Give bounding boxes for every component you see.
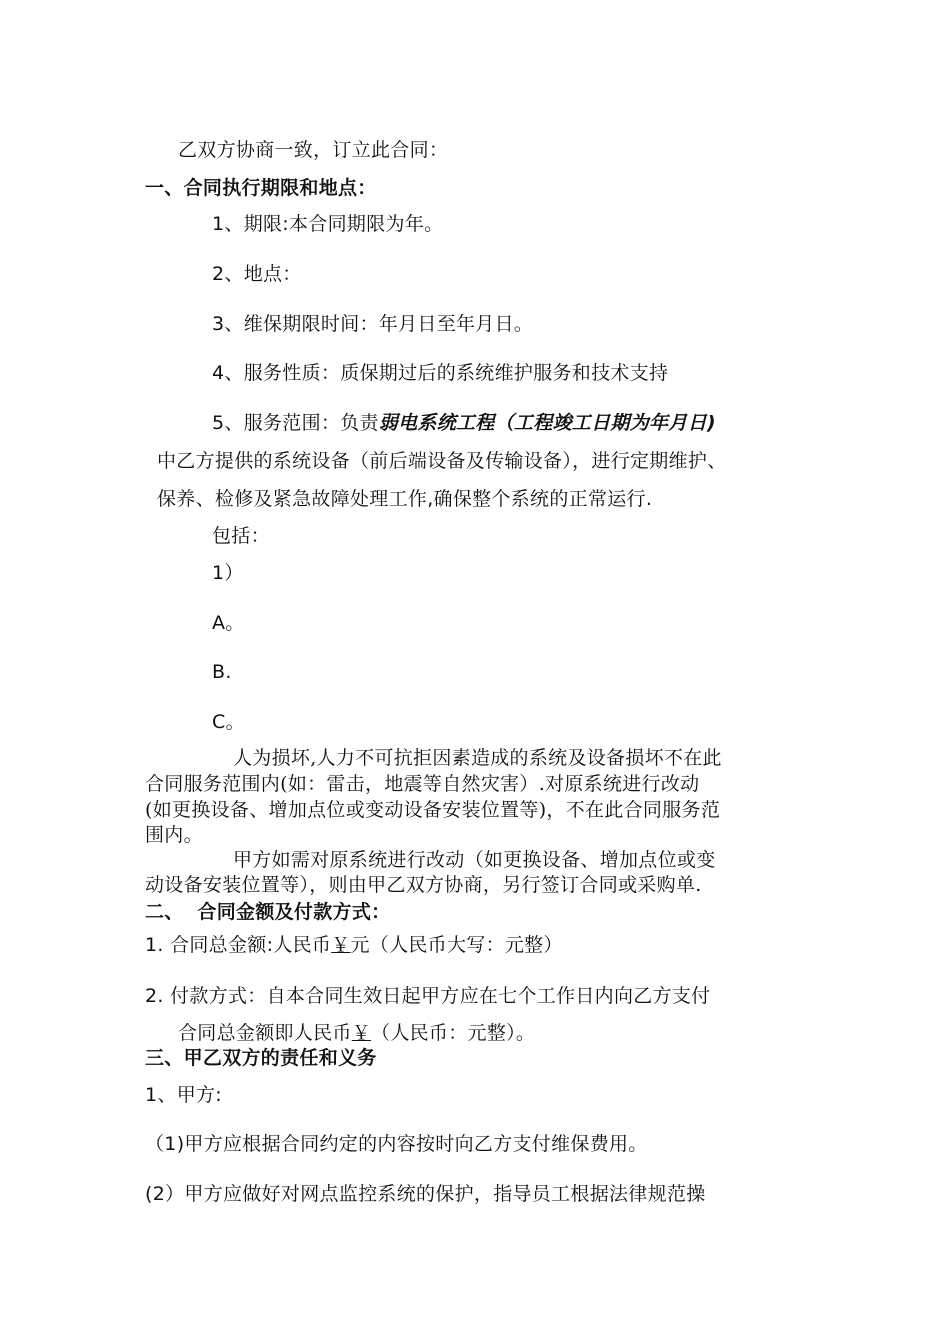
section-2-item-2-line-2 xyxy=(178,1021,535,1045)
section-1-item-1: 1、期限:本合同期限为年。 xyxy=(212,213,444,235)
section-2-title: 二、 合同金额及付款方式： xyxy=(145,901,391,923)
exclusion-line-1: 人为损坏,人力不可抗拒因素造成的系统及设备损坏不在此 xyxy=(233,747,722,769)
amount-suffix: 元（人民币大写：元整） xyxy=(350,934,563,956)
intro-line: 乙双方协商一致，订立此合同： xyxy=(178,139,449,161)
section-1-item-5-line-2: 中乙方提供的系统设备（前后端设备及传输设备），进行定期维护、 xyxy=(157,450,727,472)
list-item-c: C。 xyxy=(212,711,245,733)
section-1-item-5 xyxy=(212,411,716,435)
list-item-b: B. xyxy=(212,661,232,683)
amount-prefix: 1. 合同总金额:人民币 xyxy=(145,934,332,956)
section-1-item-3: 3、维保期限时间：年月日至年月日。 xyxy=(212,313,534,335)
exclusion-line-4: 围内。 xyxy=(145,824,203,846)
section-2-item-1 xyxy=(145,933,563,957)
item-5-project-name: 弱电系统工程（工程竣工日期为年月日) xyxy=(378,412,716,434)
section-3-party-a: 1、甲方: xyxy=(145,1084,222,1106)
item-5-prefix: 5、服务范围：负责 xyxy=(212,412,379,434)
modify-line-1: 甲方如需对原系统进行改动（如更换设备、增加点位或变 xyxy=(233,849,716,871)
yen-symbol-2: ￥ xyxy=(351,1022,372,1044)
section-1-item-2: 2、地点： xyxy=(212,263,302,285)
list-item-a: A。 xyxy=(212,612,245,634)
section-3-a-item-1: （1)甲方应根据合同约定的内容按时向乙方支付维保费用。 xyxy=(145,1133,648,1155)
section-2-item-2: 2. 付款方式：自本合同生效日起甲方应在七个工作日内向乙方支付 xyxy=(145,985,711,1007)
section-1-item-4: 4、服务性质：质保期过后的系统维护服务和技术支持 xyxy=(212,362,669,384)
section-1-title: 一、合同执行期限和地点： xyxy=(145,177,377,199)
exclusion-line-2: 合同服务范围内(如：雷击，地震等自然灾害）.对原系统进行改动 xyxy=(145,773,700,795)
payment-suffix: （人民币：元整）。 xyxy=(371,1022,536,1044)
payment-prefix: 合同总金额即人民币 xyxy=(178,1022,352,1044)
section-3-a-item-2: (2）甲方应做好对网点监控系统的保护，指导员工根据法律规范操 xyxy=(145,1183,706,1205)
exclusion-line-3: (如更换设备、增加点位或变动设备安装位置等)，不在此合同服务范 xyxy=(145,799,721,821)
section-3-title: 三、甲乙双方的责任和义务 xyxy=(145,1047,377,1069)
include-label: 包括： xyxy=(212,525,270,547)
section-1-item-5-line-3: 保养、检修及紧急故障处理工作,确保整个系统的正常运行. xyxy=(157,488,653,510)
modify-line-2: 动设备安装位置等），则由甲乙双方协商，另行签订合同或采购单. xyxy=(145,874,702,896)
yen-symbol: ￥ xyxy=(331,934,351,956)
list-item-1: 1） xyxy=(212,562,244,584)
